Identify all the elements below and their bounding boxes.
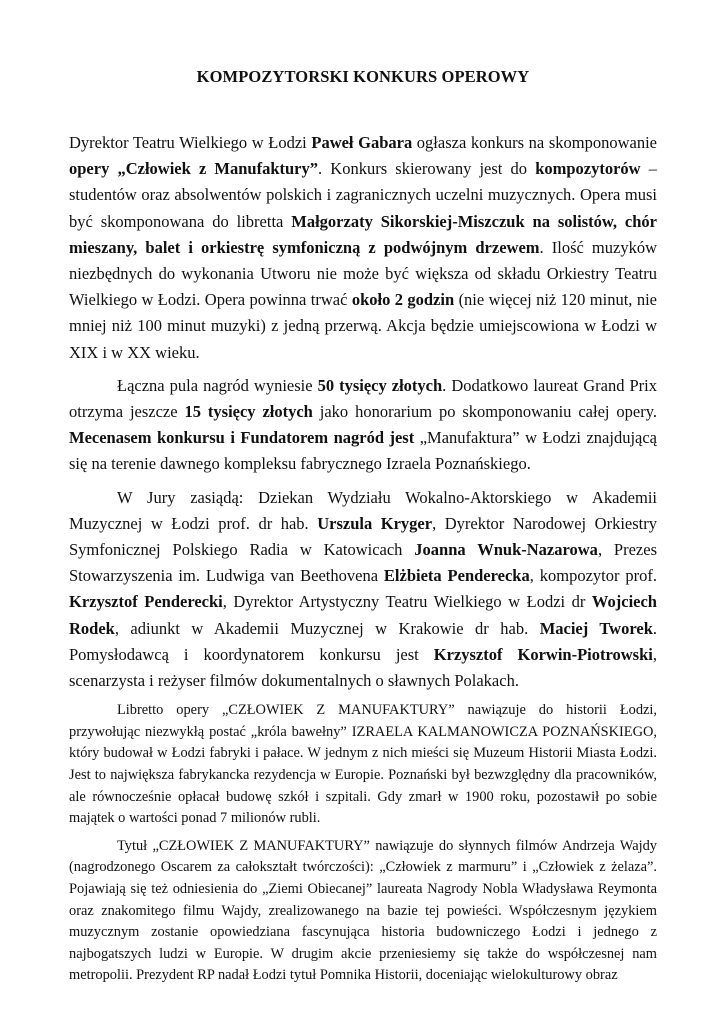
bold-text-run: około 2 godzin	[351, 290, 455, 310]
paragraph-jury	[69, 485, 657, 695]
document-title: KOMPOZYTORSKI KONKURS OPEROWY	[196, 67, 530, 86]
text-run: Dyrektor Teatru Wielkiego w Łodzi	[69, 133, 312, 152]
paragraph-title-reference: Tytuł „CZŁOWIEK Z MANUFAKTURY” nawiązuje do słynnych filmów Andrzeja Wajdy (nagrodzonego Oscarem za całokształt twórczości): „Człowiek z marmuru” i „Człowiek z żelaza”. Pojawiają się też odniesienia do „Ziemi Obiecanej” laureata Nagrody Nobla Władysława Reymonta oraz znakomitego filmu Wajdy, zrealizowanego na bazie tej powieści. Współczesnym językiem muzycznym zostanie opowiedziana fascynująca historia budowniczego Łodzi i jednego z najbogatszych ludzi w Europie. W drugim akcie przeniesiemy się także do współczesnej nam metropolii. Prezydent RP nadał Łodzi tytuł Pomnika Historii, doceniając wielokulturowy obraz	[69, 837, 657, 984]
bold-text-run: 50 tysięcy złotych	[317, 375, 443, 395]
bold-text-run: Mecenasem konkursu i Fundatorem nagród jest	[69, 428, 415, 448]
text-run: ogłasza konkurs na skomponowanie	[412, 133, 657, 152]
bold-text-run: Maciej Tworek	[539, 618, 653, 638]
text-run: , Dyrektor Artystyczny Teatru Wielkiego w Łodzi dr	[222, 592, 592, 612]
bold-text-run: Krzysztof Korwin-Piotrowski	[433, 644, 653, 664]
text-run: jako honorarium po skomponowaniu całej opery.	[312, 402, 657, 422]
text-run: . Ilość muzyków niezbędnych do wykonania Utworu nie może być większa od składu Orkiestry Teatru Wielkiego w Łodzi. Opera powinna trwać	[69, 237, 657, 310]
text-run: . Konkurs skierowany jest do	[318, 159, 536, 179]
text-run: . Pomysłodawcą i koordynatorem konkursu jest	[69, 618, 657, 664]
bold-text-run: Paweł Gabara	[311, 133, 413, 152]
bold-text-run: Wojciech Rodek	[69, 592, 657, 638]
text-run: (nie więcej niż 120 minut, nie mniej niż 100 minut muzyki) z jedną przerwą. Akcja będzie umiejscowiona w Łodzi w XIX i w XX wieku.	[69, 290, 657, 362]
text-run: , Prezes Stowarzyszenia im. Ludwiga van Beethovena	[69, 540, 657, 586]
bold-text-run: opery „Człowiek z Manufaktury”	[69, 159, 319, 179]
bold-text-run: Małgorzaty Sikorskiej-Miszczuk na solistów, chór mieszany, balet i orkiestrę symfoniczną z podwójnym drzewem	[69, 211, 657, 257]
bold-text-run: Urszula Kryger	[317, 513, 433, 533]
text-run: Łączna pula nagród wyniesie	[117, 375, 318, 395]
paragraph-announcement	[69, 130, 657, 366]
text-run: , kompozytor prof.	[529, 566, 657, 586]
text-run: , Dyrektor Narodowej Orkiestry Symfonicznej Polskiego Radia w Katowicach	[69, 513, 657, 560]
paragraph-libretto: Libretto opery „CZŁOWIEK Z MANUFAKTURY” nawiązuje do historii Łodzi, przywołując niezwykłą postać „króla bawełny” IZRAELA KALMANOWICZA POZNAŃSKIEGO, który budował w Łodzi fabryki i pałace. W jednym z nich mieści się Muzeum Historii Miasta Łodzi. Jest to największa fabrykancka rezydencja w Europie. Poznański był bezwzględny dla pracowników, ale równocześnie opłacał budowę szkół i szpitali. Gdy zmarł w 1900 roku, pozostawił po sobie majątek o wartości ponad 7 milionów rubli.	[69, 702, 657, 827]
text-run: „Manufaktura” w Łodzi znajdującą się na terenie dawnego kompleksu fabrycznego Izraela Poznańskiego.	[69, 428, 657, 474]
text-run: . Dodatkowo laureat Grand Prix otrzyma jeszcze	[69, 375, 657, 422]
bold-text-run: Elżbieta Penderecka	[383, 566, 530, 586]
bold-text-run: 15 tysięcy złotych	[184, 402, 313, 422]
text-run: , adiunkt w Akademii Muzycznej w Krakowie dr hab.	[114, 618, 540, 638]
text-run: , scenarzysta i reżyser filmów dokumentalnych o sławnych Polakach.	[69, 644, 657, 691]
bold-text-run: Krzysztof Penderecki	[69, 592, 223, 612]
paragraph-prizes	[69, 373, 657, 478]
text-run: – studentów oraz absolwentów polskich i zagranicznych uczelni muzycznych. Opera musi być skomponowana do libretta	[69, 159, 657, 231]
text-run: W Jury zasiądą: Dziekan Wydziału Wokalno-Aktorskiego w Akademii Muzycznej w Łodzi prof. dr hab.	[69, 487, 657, 533]
bold-text-run: kompozytorów	[535, 159, 641, 179]
bold-text-run: Joanna Wnuk-Nazarowa	[414, 540, 598, 560]
